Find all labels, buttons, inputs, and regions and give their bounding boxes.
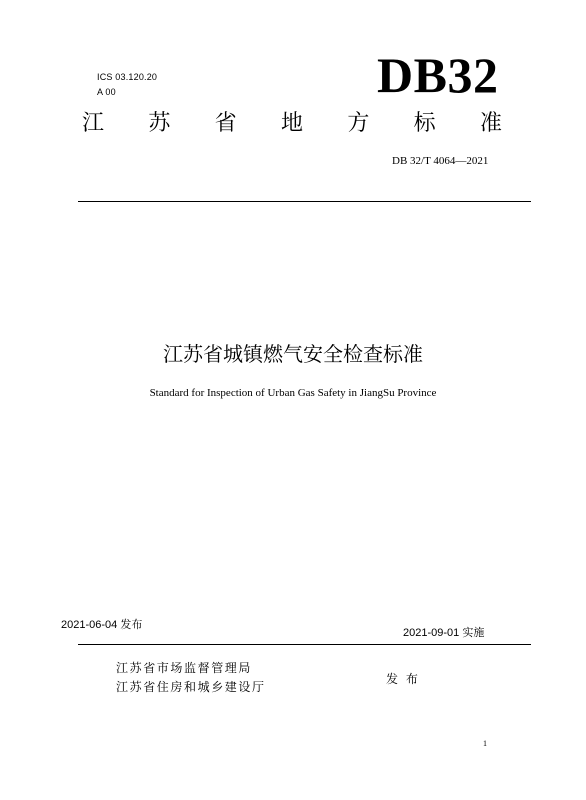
db-mark: DB32 (377, 47, 499, 103)
local-standard-char: 省 (214, 111, 237, 136)
top-divider (78, 201, 531, 202)
issuer-line: 江苏省住房和城乡建设厅 (116, 680, 266, 694)
local-standard-char: 准 (479, 111, 502, 136)
ics-code: ICS 03.120.20 (97, 72, 158, 82)
local-standard-char: 标 (413, 111, 436, 136)
local-standard-char: 苏 (148, 111, 171, 136)
classification-code: A 00 (97, 87, 116, 97)
local-standard-heading (82, 110, 502, 138)
document-title-english: Standard for Inspection of Urban Gas Safety in JiangSu Province (149, 387, 437, 399)
document-title-chinese: 江苏省城镇燃气安全检查标准 (163, 342, 423, 366)
local-standard-char: 地 (280, 111, 303, 136)
local-standard-char: 方 (347, 111, 370, 136)
issuer-line: 江苏省市场监督管理局 (116, 661, 253, 675)
page-number: 1 (483, 739, 487, 748)
local-standard-char: 江 (82, 111, 105, 136)
implementation-date: 2021-09-01 实施 (403, 627, 485, 639)
publish-label: 发 布 (386, 672, 420, 686)
bottom-divider (78, 644, 531, 645)
issuing-authorities (116, 659, 266, 697)
standard-number: DB 32/T 4064—2021 (392, 155, 489, 167)
issue-date: 2021-06-04 发布 (61, 619, 143, 631)
